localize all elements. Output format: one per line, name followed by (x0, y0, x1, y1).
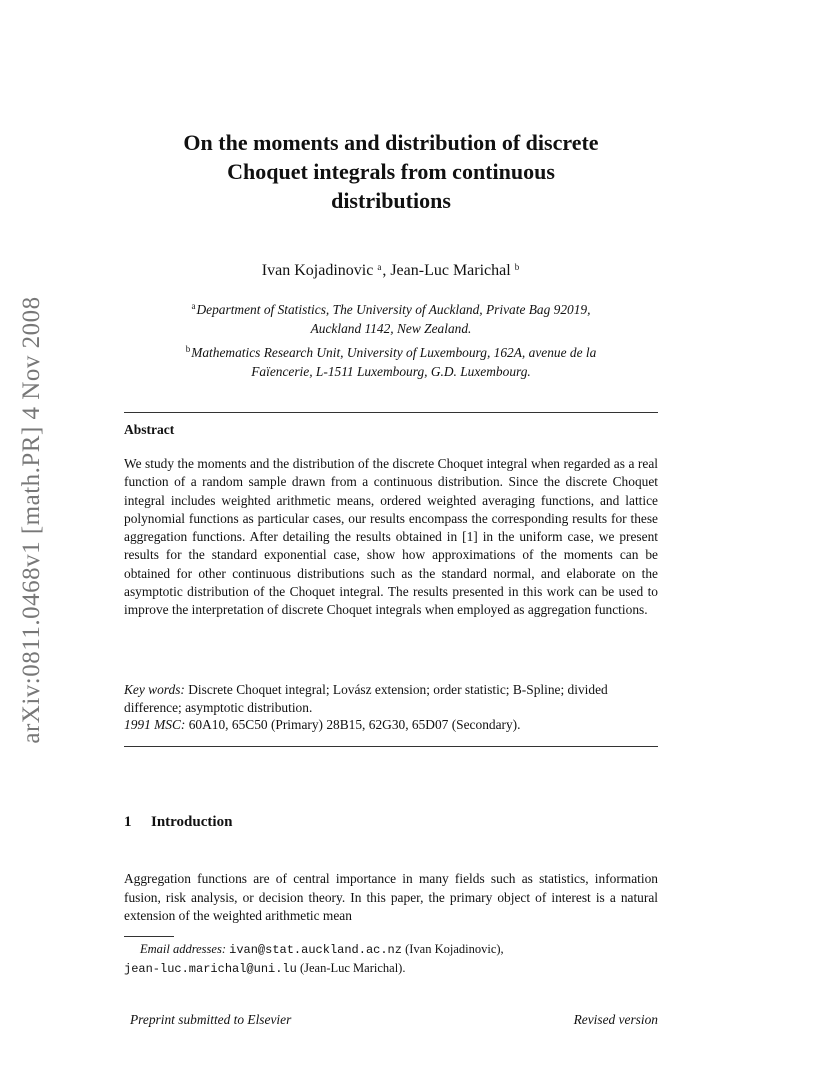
email-owner: (Ivan Kojadinovic), (405, 942, 504, 956)
affiliation-line: Auckland 1142, New Zealand. (310, 321, 472, 336)
email-link[interactable]: ivan@stat.auckland.ac.nz (229, 943, 402, 957)
keywords-label: Key words: (124, 682, 185, 697)
affiliation-line: Department of Statistics, The University of Auckland, Private Bag 92019, (196, 302, 591, 317)
author-affiliation-mark: a (377, 262, 382, 272)
msc-text: 60A10, 65C50 (Primary) 28B15, 62G30, 65D07 (Secondary). (188, 717, 521, 732)
affiliation-mark: a (191, 301, 196, 311)
introduction-text: Aggregation functions are of central importance in many fields such as statistics, information fusion, risk analysis, or decision theory. In this paper, the primary object of interest is a natural extension of the weighted arithmetic mean (124, 871, 658, 923)
section-heading (124, 814, 232, 831)
email-owner: (Jean-Luc Marichal). (299, 961, 406, 975)
author-name: Jean-Luc Marichal (390, 262, 511, 279)
footnote-rule (124, 936, 174, 937)
affiliation-a (124, 297, 658, 338)
abstract-heading: Abstract (124, 422, 175, 437)
title-line-2: Choquet integrals from continuous (227, 159, 555, 184)
abstract-top-rule (124, 412, 658, 413)
affiliation-line: Mathematics Research Unit, University of Luxembourg, 162A, avenue de la (191, 345, 597, 360)
keywords-block (124, 681, 658, 734)
author-name: Ivan Kojadinovic (261, 262, 374, 279)
affiliation-b (124, 340, 658, 381)
email-link[interactable]: jean-luc.marichal@uni.lu (124, 962, 297, 976)
author-affiliation-mark: b (514, 262, 520, 272)
title-line-1: On the moments and distribution of discrete (183, 130, 599, 155)
abstract-text: We study the moments and the distribution of the discrete Choquet integral when regarded as a real function of a random sample drawn from a continuous distribution. Since the discrete Choquet integral includes weighted arithmetic means, ordered weighted averaging functions, and lattice polynomial functions as particular cases, our results encompass the corresponding results for these aggregation functions. After detailing the results obtained in [1] in the uniform case, we present results for the standard exponential case, show how approximations of the moments can be obtained for other continuous distributions such as the standard normal, and elaborate on the asymptotic distribution of the Choquet integral. The results presented in this work can be used to improve the interpretation of discrete Choquet integrals when employed as aggregation functions. (124, 456, 658, 618)
paper-title (124, 128, 658, 215)
footer-version-note: Revised version (573, 1012, 658, 1027)
arxiv-identifier: arXiv:0811.0468v1 [math.PR] 4 Nov 2008 (18, 296, 45, 744)
author-list (124, 262, 658, 280)
affiliation-line: Faïencerie, L-1511 Luxembourg, G.D. Luxembourg. (251, 364, 531, 379)
author-separator: , (382, 262, 391, 279)
email-label: Email addresses: (140, 942, 226, 956)
footnote (124, 940, 658, 978)
footer-preprint-note: Preprint submitted to Elsevier (130, 1012, 292, 1027)
affiliation-mark: b (185, 344, 191, 354)
section-number: 1 (124, 814, 132, 830)
title-line-3: distributions (331, 188, 451, 213)
msc-label: 1991 MSC: (124, 717, 186, 732)
section-title: Introduction (151, 814, 233, 830)
abstract-bottom-rule (124, 746, 658, 747)
keywords-text: Discrete Choquet integral; Lovász extension; order statistic; B-Spline; divided difference; asymptotic distribution. (124, 682, 608, 715)
